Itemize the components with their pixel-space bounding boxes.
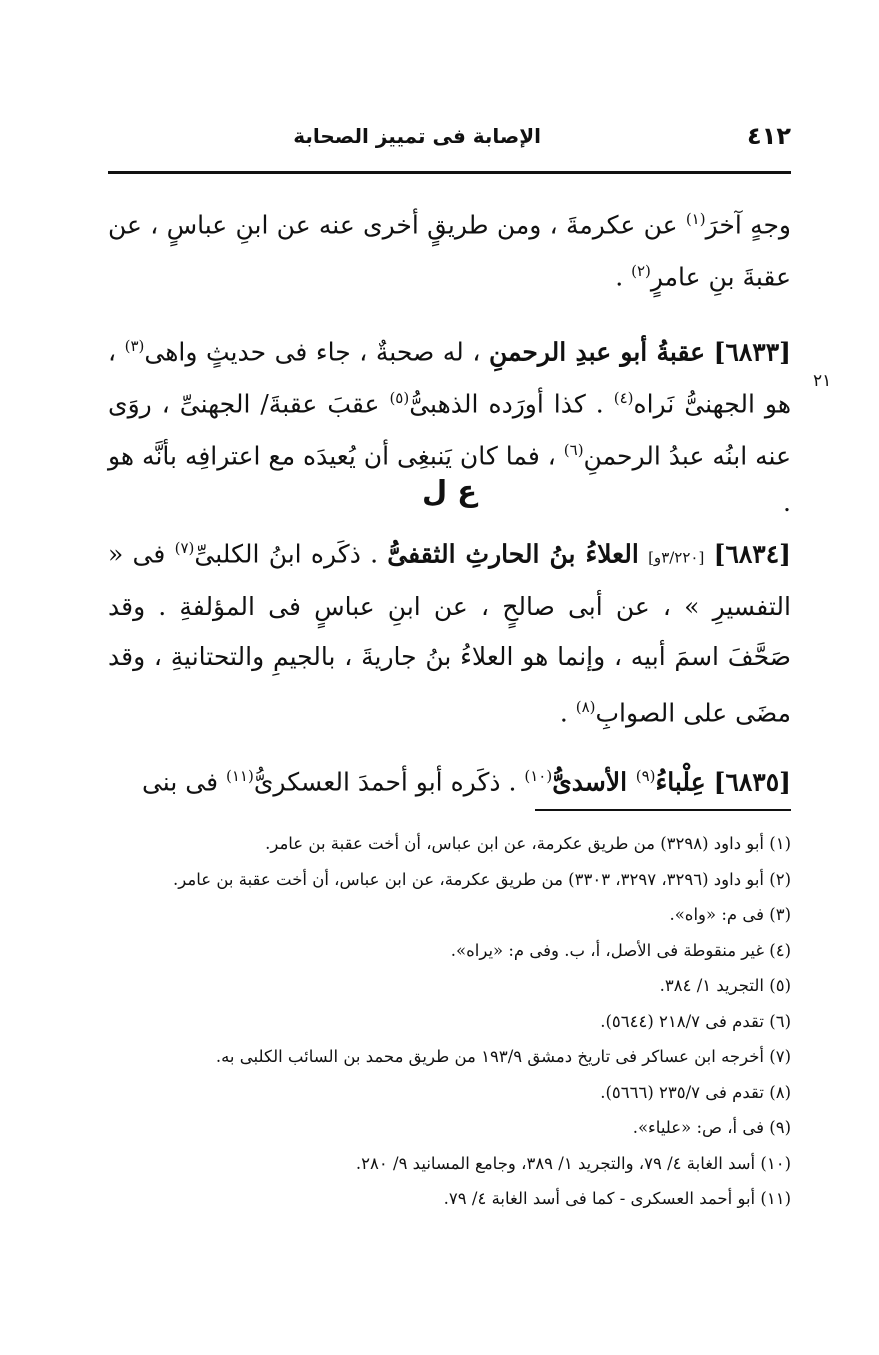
footnote: (٣) فى م: «واه». [669, 905, 791, 924]
footnote-ref: (١) [685, 210, 706, 228]
footnote: (٤) غير منقوطة فى الأصل، أ، ب. وفى م: «يراه». [450, 940, 791, 960]
entry-6834 [108, 523, 791, 739]
margin-marker: ٢١ [813, 371, 832, 391]
running-title: الإصابة فى تمييز الصحابة [293, 124, 541, 148]
footnote: (٥) التجريد ١/ ٣٨٤. [659, 976, 791, 995]
section-heading: ع ل [421, 474, 478, 508]
page-header [108, 122, 791, 162]
footnote-ref: (٣) [124, 336, 145, 355]
footnote: (٨) تقدم فى ٢٣٥/٧ (٥٦٦٦). [600, 1082, 791, 1102]
text-run: . ذكَره ابنُ الكلبىِّ [194, 539, 388, 569]
footnote: (١١) أبو أحمد العسكرى - كما فى أسد الغابة ٤/ ٧٩. [443, 1189, 791, 1208]
entry-number: [٦٨٣٣] [713, 336, 791, 366]
footnote: (٢) أبو داود (٣٢٩٦، ٣٢٩٧، ٣٣٠٣) من طريق عكرمة، عن ابن عباس، أن أخت عقبة بن عامر. [173, 869, 791, 889]
text-run: فى بنى [141, 766, 226, 796]
footnote-rule [535, 809, 791, 811]
entry-name: عقبةُ أبو عبدِ الرحمنِ [488, 336, 706, 366]
footnote-ref: (١٠) [524, 766, 553, 785]
footnote-ref: (٤) [613, 388, 634, 407]
footnote-ref: (٩) [635, 766, 656, 785]
page-number: ٤١٢ [747, 122, 791, 150]
text-run: عن عكرمةَ ، ومن طريقٍ أخرى عنه عن ابنِ عباسٍ ، عن عقبةَ بنِ عامرٍ [108, 210, 791, 292]
footnote: (١) أبو داود (٣٢٩٨) من طريق عكرمة، عن ابن عباس، أن أخت عقبة بن عامر. [265, 834, 791, 853]
text-run: ، له صحبةٌ ، جاء فى حديثٍ واهى [144, 336, 489, 366]
volume-reference: [٣/٢٢٠و] [648, 548, 705, 567]
text-run: فى « التفسيرِ » ، عن أبى صالحٍ ، عن ابنِ عباسٍ فى المؤلفةِ . وقد صَحَّفَ اسمَ أبيه ، وإنما هو العلاءُ بنُ جاريةَ ، بالجيمِ والتحتانيةِ ، وقد مضَى على الصوابِ [108, 539, 791, 728]
entry-6835 [108, 751, 791, 807]
paragraph-continuation [108, 196, 791, 301]
entry-name: الأسدىُّ [552, 766, 636, 796]
text-run: عقبَ عقبةَ/ الجهنىِّ ، روَى عنه ابنُه عبدُ الرحمنِ [108, 389, 791, 471]
entry-name: عِلْباءُ [655, 766, 706, 796]
text-run: ، فما كان يَنبغِى أن يُعيدَه مع اعترافِه بأنَّه هو . [108, 441, 791, 517]
entry-number: [٦٨٣٥] [713, 766, 791, 796]
text-run: وجهٍ آخرَ [705, 210, 791, 240]
footnote: (٧) أخرجه ابن عساكر فى تاريخ دمشق ١٩٣/٩ من طريق محمد بن السائب الكلبى به. [215, 1047, 791, 1066]
footnote: (٦) تقدم فى ٢١٨/٧ (٥٦٤٤). [600, 1011, 791, 1031]
main-text-block-2 [108, 523, 791, 807]
entry-name: العلاءُ بنُ الحارثِ الثقفىُّ [387, 539, 639, 569]
footnote: (١٠) أسد الغابة ٤/ ٧٩، والتجريد ١/ ٣٨٩، وجامع المسانيد ٩/ ٢٨٠. [355, 1153, 791, 1173]
footnote-ref: (٦) [563, 441, 584, 460]
entry-number: [٦٨٣٤] [713, 539, 791, 569]
text-run: . ذكَره أبو أحمدَ العسكرىُّ [253, 766, 525, 796]
text-run: ، هو الجهنىُّ نَراه [108, 336, 791, 419]
header-rule [108, 171, 791, 174]
text-run: . [559, 698, 576, 728]
footnote-ref: (٨) [575, 698, 596, 717]
footnote-ref: (٥) [389, 388, 410, 407]
footnote: (٩) فى أ، ص: «علياء». [632, 1118, 791, 1137]
footnote-ref: (٧) [174, 539, 195, 557]
text-run: . [615, 262, 632, 292]
footnote-ref: (١١) [226, 766, 254, 785]
footnotes [108, 826, 791, 1217]
text-run: . كذا أورَده الذهبىُّ [409, 389, 614, 419]
footnote-ref: (٢) [631, 262, 651, 281]
